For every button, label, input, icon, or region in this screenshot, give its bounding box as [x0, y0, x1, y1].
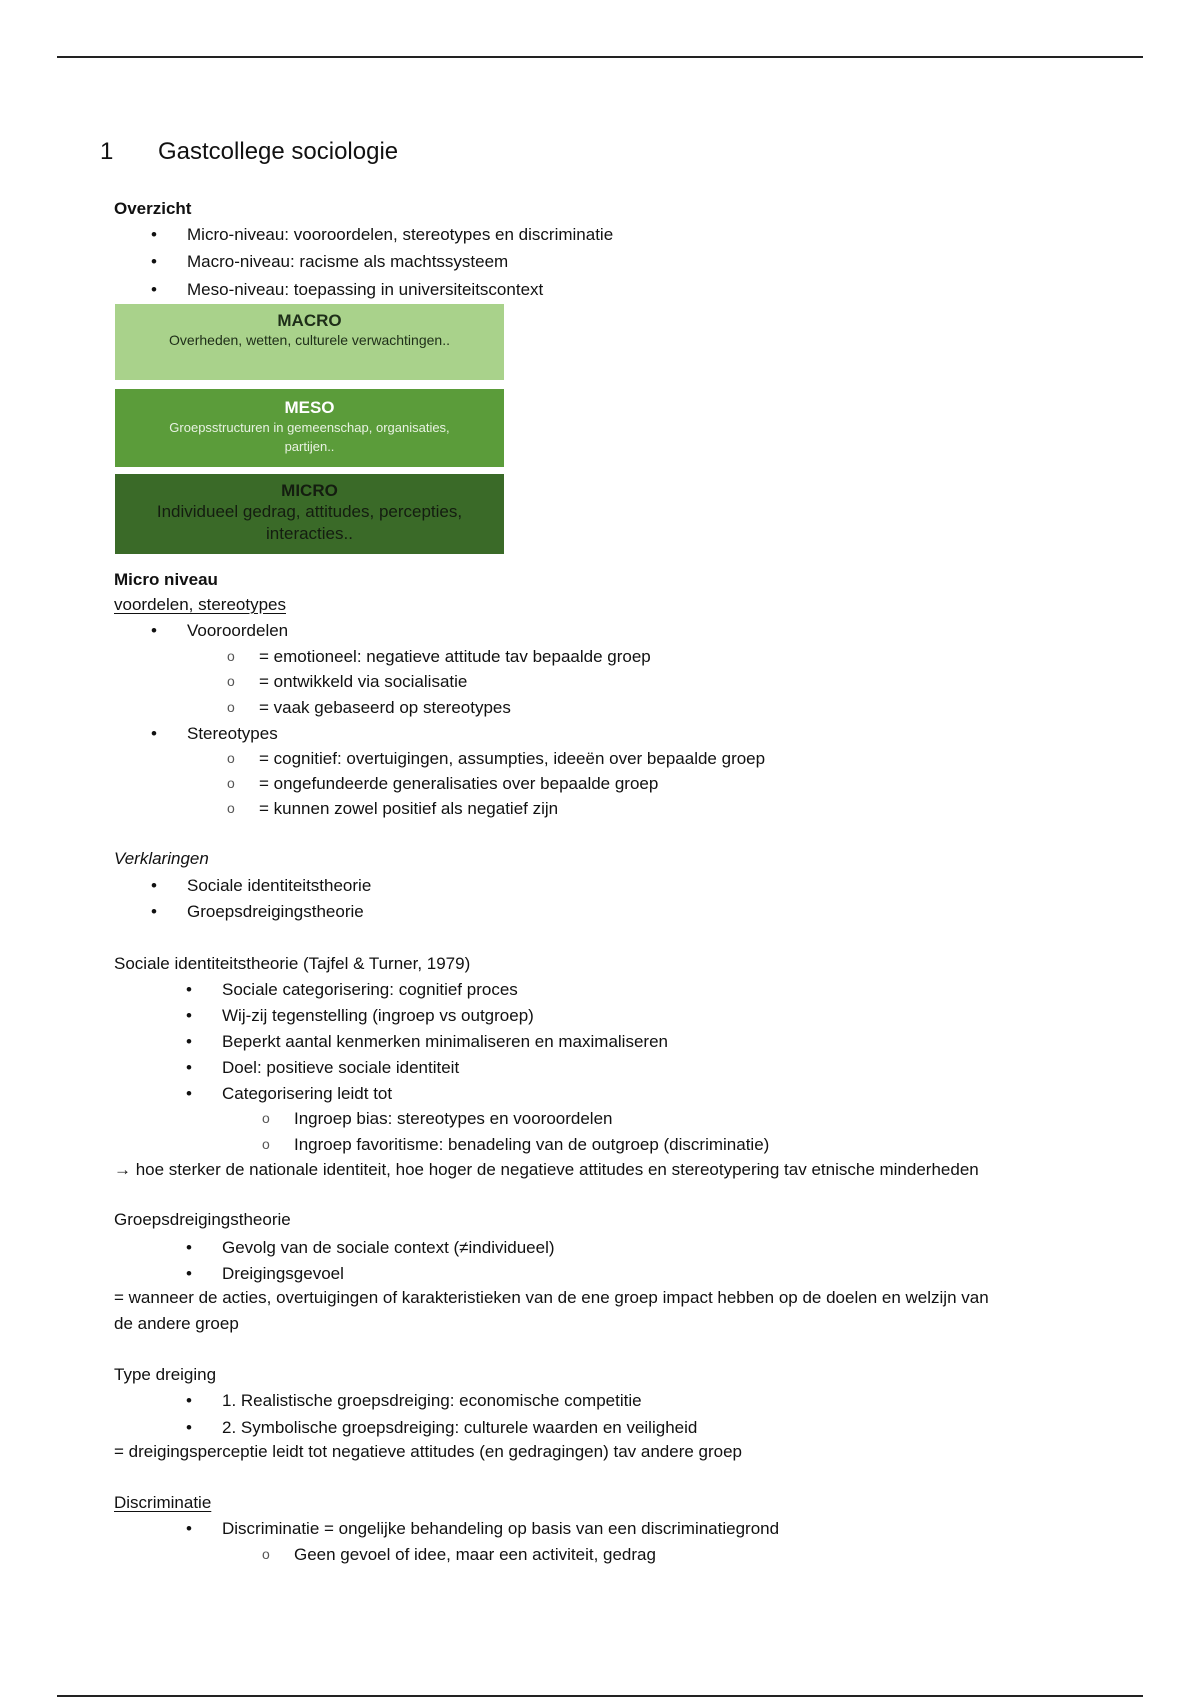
meso-layer-desc: Groepsstructuren in gemeenschap, organisaties, partijen..: [169, 420, 450, 454]
vooroordelen-label: • Vooroordelen: [187, 620, 288, 642]
discriminatie-item: • Discriminatie = ongelijke behandeling op basis van een discriminatiegrond: [222, 1518, 779, 1540]
dreiging-item: • 2. Symbolische groepsdreiging: culturele waarden en veiligheid: [222, 1417, 697, 1439]
gdt-definition: = wanneer de acties, overtuigingen of karakteristieken van de ene groep impact hebben op de doelen en welzijn van: [114, 1288, 989, 1307]
dreiging-title: Type dreiging: [114, 1365, 217, 1384]
sit-subitem: o Ingroep bias: stereotypes en vooroordelen: [294, 1108, 612, 1130]
overzicht-title: Overzicht: [114, 199, 192, 218]
gdt-definition-cont: de andere groep: [114, 1314, 239, 1333]
macro-layer-desc: Overheden, wetten, culturele verwachtingen..: [169, 332, 450, 348]
verklaringen-title: Verklaringen: [114, 849, 209, 868]
vooroordelen-item: o = emotioneel: negatieve attitude tav bepaalde groep: [259, 646, 651, 668]
macro-layer-box: [115, 304, 504, 380]
sit-item: • Categorisering leidt tot: [222, 1083, 392, 1105]
macro-layer-title: MACRO: [277, 311, 342, 330]
stereotypes-item: o = cognitief: overtuigingen, assumpties, ideeën over bepaalde groep: [259, 748, 765, 770]
micro-title: Micro niveau: [114, 570, 218, 589]
sit-title: Sociale identiteitstheorie (Tajfel & Turner, 1979): [114, 954, 471, 973]
overzicht-item: • Meso-niveau: toepassing in universiteitscontext: [187, 279, 543, 301]
verklaringen-item: • Groepsdreigingstheorie: [187, 901, 364, 923]
micro-layer-desc: Individueel gedrag, attitudes, percepties, interacties..: [156, 502, 463, 543]
bottom-rule: [57, 1695, 1143, 1697]
top-rule: [57, 56, 1143, 58]
discriminatie-title: Discriminatie: [114, 1493, 212, 1512]
section-title: Gastcollege sociologie: [158, 138, 399, 165]
sit-item: • Wij-zij tegenstelling (ingroep vs outgroep): [222, 1005, 534, 1027]
sit-item: • Sociale categorisering: cognitief proces: [222, 979, 518, 1001]
dreiging-conclusion: = dreigingsperceptie leidt tot negatieve attitudes (en gedragingen) tav andere groep: [114, 1442, 743, 1461]
discriminatie-subitem: o Geen gevoel of idee, maar een activiteit, gedrag: [294, 1544, 656, 1566]
overzicht-item: • Macro-niveau: racisme als machtssysteem: [187, 251, 508, 273]
gdt-item: • Dreigingsgevoel: [222, 1263, 344, 1285]
stereotypes-label: • Stereotypes: [187, 723, 278, 745]
meso-layer-box: [115, 389, 504, 467]
gdt-title: Groepsdreigingstheorie: [114, 1210, 291, 1229]
dreiging-item: • 1. Realistische groepsdreiging: economische competitie: [222, 1390, 642, 1412]
stereotypes-item: o = ongefundeerde generalisaties over bepaalde groep: [259, 773, 658, 795]
meso-layer-title: MESO: [284, 398, 335, 417]
micro-layer-box: [115, 474, 504, 554]
micro-layer-title: MICRO: [281, 481, 338, 500]
vooroordelen-item: o = ontwikkeld via socialisatie: [259, 671, 467, 693]
verklaringen-item: • Sociale identiteitstheorie: [187, 875, 371, 897]
sit-item: • Doel: positieve sociale identiteit: [222, 1057, 459, 1079]
section-number: 1: [100, 138, 114, 165]
stereotypes-item: o = kunnen zowel positief als negatief zijn: [259, 798, 558, 820]
sit-conclusion: → hoe sterker de nationale identiteit, hoe hoger de negatieve attitudes en stereotypering tav etnische minderheden: [114, 1160, 979, 1179]
gdt-item: • Gevolg van de sociale context (≠individueel): [222, 1237, 555, 1259]
micro-subtitle: voordelen, stereotypes: [114, 595, 286, 614]
vooroordelen-item: o = vaak gebaseerd op stereotypes: [259, 697, 511, 719]
sit-subitem: o Ingroep favoritisme: benadeling van de outgroep (discriminatie): [294, 1134, 769, 1156]
sit-item: • Beperkt aantal kenmerken minimaliseren en maximaliseren: [222, 1031, 668, 1053]
section-heading: [100, 138, 398, 166]
overzicht-item: • Micro-niveau: vooroordelen, stereotypes en discriminatie: [187, 224, 613, 246]
